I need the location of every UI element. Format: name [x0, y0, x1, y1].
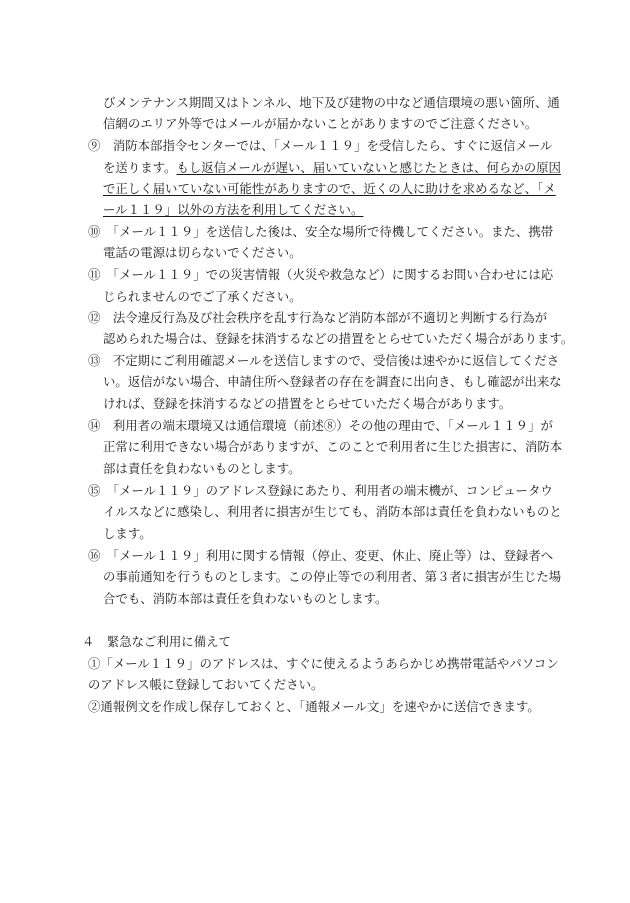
- item-9-line-2: [103, 160, 561, 176]
- item-10-line-2: 電話の電源は切らないでください。: [103, 245, 302, 260]
- item-9-underlined-text: もし返信メールが遅い、届いていないと感じたときは、何らかの原因: [176, 160, 561, 175]
- item-9-plain-text: を送ります。: [103, 160, 177, 175]
- item-12-line-2: 認められた場合は、登録を抹消するなどの措置をとらせていただく場合があります。: [103, 331, 574, 346]
- section-4-line-2: のアドレス帳に登録しておいてください。: [88, 677, 324, 692]
- item-9-underlined-text-c: ール１１９」以外の方法を利用してください。: [103, 202, 364, 217]
- item-16-line-3: 合でも、消防本部は責任を負わないものとします。: [103, 591, 388, 606]
- intro-line-2: 信網のエリア外等ではメールが届かないことがありますのでご注意ください。: [103, 116, 538, 131]
- item-9-line-3: [103, 181, 556, 197]
- item-13-line-1: ⑬ 不定期にご利用確認メールを送信しますので、受信後は速やかに返信してくださ: [88, 353, 560, 368]
- item-9-underlined-text-b: 近くの人に助けを求めるなど、「メ: [363, 181, 556, 196]
- item-12-line-1: ⑫ 法令違反行為及び社会秩序を乱す行為など消防本部が不適切と判断する行為が: [88, 310, 548, 325]
- item-14-line-1: ⑭ 利用者の端末環境又は通信環境（前述⑧）その他の理由で、「メール１１９」が: [88, 418, 553, 433]
- section-4-heading: ４ 緊急なご利用に備えて: [82, 634, 231, 649]
- item-16-line-1: ⑯ 「メール１１９」利用に関する情報（停止、変更、休止、廃止等）は、登録者へ: [88, 548, 554, 563]
- item-15-line-3: します。: [103, 526, 152, 541]
- item-13-line-3: ければ、登録を抹消するなどの措置をとらせていただく場合があります。: [103, 396, 512, 411]
- section-4-line-3: ②通報例文を作成し保存しておくと、「通報メール文」を速やかに送信できます。: [88, 699, 540, 714]
- item-15-line-2: イルスなどに感染し、利用者に損害が生じても、消防本部は責任を負わないものと: [103, 504, 562, 519]
- item-11-line-2: じられませんのでご了承ください。: [103, 289, 302, 304]
- item-14-line-2: 正常に利用できない場合がありますが、このことで利用者に生じた損害に、消防本: [103, 439, 563, 454]
- item-10-line-1: ⑩ 「メール１１９」を送信した後は、安全な場所で待機してください。また、携帯: [88, 224, 554, 239]
- item-13-line-2: い。返信がない場合、申請住所へ登録者の存在を調査に出向き、もし確認が出来な: [103, 374, 562, 389]
- item-14-line-3: 部は責任を負わないものとします。: [103, 461, 301, 476]
- item-9-underlined-text-a: で正しく届いていない可能性がありますので、: [103, 181, 364, 196]
- intro-line-1: びメンテナンス期間又はトンネル、地下及び建物の中など通信環境の悪い箇所、通: [103, 95, 560, 110]
- item-9-line-4: [103, 202, 363, 218]
- section-4-line-1: ①「メール１１９」のアドレスは、すぐに使えるようあらかじめ携帯電話やパソコン: [88, 656, 559, 671]
- item-9-line-1: ⑨ 消防本部指令センターでは、「メール１１９」を受信したら、すぐに返信メール: [88, 138, 553, 153]
- item-16-line-2: の事前通知を行うものとします。この停止等での利用者、第３者に損害が生じた場: [103, 569, 562, 584]
- item-15-line-1: ⑮ 「メール１１９」のアドレス登録にあたり、利用者の端末機が、コンピュータウ: [88, 483, 553, 498]
- item-11-line-1: ⑪ 「メール１１９」での災害情報（火災や救急など）に関するお問い合わせには応: [88, 267, 554, 282]
